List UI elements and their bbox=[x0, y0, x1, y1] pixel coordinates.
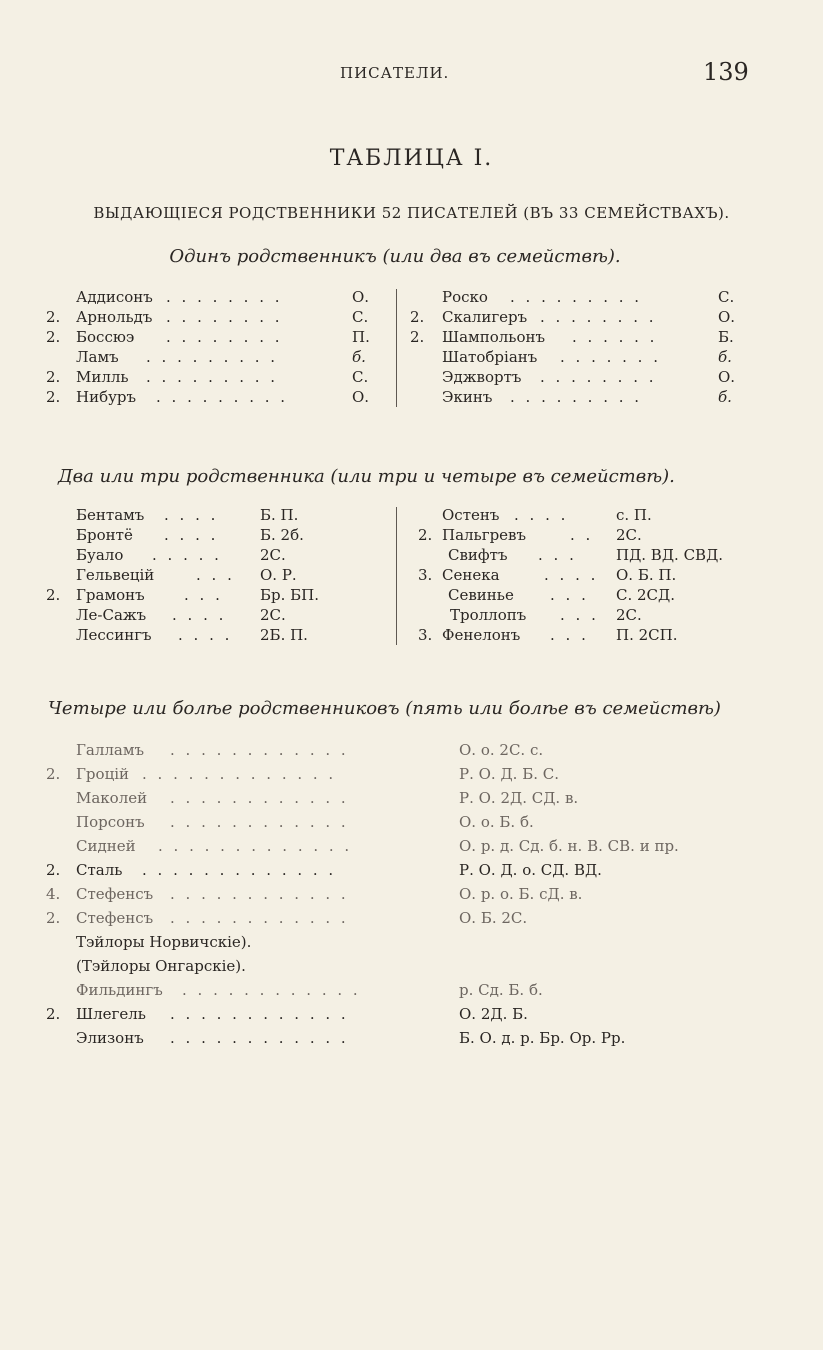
section-heading-two-three-relatives: Два или три родственника (или три и четыре въ семействѣ). bbox=[58, 466, 675, 487]
list-item: 3. Фенелонъ . . . П. 2СП. bbox=[418, 626, 678, 644]
list-item: Севинье . . . С. 2СД. bbox=[448, 586, 675, 604]
list-item: Аддисонъ . . . . . . . . О. bbox=[76, 288, 370, 306]
list-item: 2. Нибуръ . . . . . . . . . О. bbox=[46, 388, 370, 406]
list-item: Лессингъ . . . . 2Б. П. bbox=[76, 626, 308, 644]
table-caption: ВЫДАЮЩІЕСЯ РОДСТВЕННИКИ 52 ПИСАТЕЛЕЙ (ВЪ 33 СЕМЕЙСТВАХЪ). bbox=[93, 204, 730, 222]
list-item: Роско . . . . . . . . . С. bbox=[442, 288, 735, 306]
list-item: Троллопъ . . . 2С. bbox=[450, 606, 642, 624]
list-item: 2. Стефенсъ . . . . . . . . . . . . О. Б. 2С. bbox=[46, 909, 528, 927]
running-title: ПИСАТЕЛИ. bbox=[340, 64, 450, 82]
list-item: 3. Сенека . . . . О. Б. П. bbox=[418, 566, 677, 584]
list-item: 2. Шампольонъ . . . . . . Б. bbox=[410, 328, 734, 346]
list-item: Бронтё . . . . Б. 2б. bbox=[76, 526, 304, 544]
list-item: (Тэйлоры Онгарскіе). bbox=[76, 957, 246, 975]
list-item: Фильдингъ . . . . . . . . . . . . р. Сд. Б. б. bbox=[76, 981, 543, 999]
list-item: Ле-Сажъ . . . . 2С. bbox=[76, 606, 286, 624]
list-item: 2. Пальгревъ . . 2С. bbox=[418, 526, 642, 544]
list-item: Тэйлоры Норвичскіе). bbox=[76, 933, 252, 951]
list-item: Порсонъ . . . . . . . . . . . . О. о. Б. б. bbox=[76, 813, 534, 831]
list-item: 2. Гроцій . . . . . . . . . . . . . Р. О. Д. Б. С. bbox=[46, 765, 559, 783]
list-item: Галламъ . . . . . . . . . . . . О. о. 2С. с. bbox=[76, 741, 544, 759]
list-item: Элизонъ . . . . . . . . . . . . Б. О. д. р. Бр. Ор. Рр. bbox=[76, 1029, 626, 1047]
list-item: 2. Сталь . . . . . . . . . . . . . Р. О. Д. о. СД. ВД. bbox=[46, 861, 602, 879]
column-divider bbox=[396, 289, 397, 407]
list-item: 2. Боссюэ . . . . . . . . П. bbox=[46, 328, 370, 346]
list-item: Остенъ . . . . с. П. bbox=[442, 506, 652, 524]
list-item: 2. Грамонъ . . . Бр. БП. bbox=[46, 586, 320, 604]
section-heading-four-or-more-relatives: Четыре или болѣе родственниковъ (пять или болѣе въ семействѣ) bbox=[48, 698, 721, 719]
list-item: 4. Стефенсъ . . . . . . . . . . . . О. р. о. Б. сД. в. bbox=[46, 885, 583, 903]
section-heading-one-relative: Одинъ родственникъ (или два въ семействѣ). bbox=[169, 246, 621, 267]
list-item: Свифтъ . . . ПД. ВД. СВД. bbox=[448, 546, 724, 564]
list-item: 2. Арнольдъ . . . . . . . . С. bbox=[46, 308, 369, 326]
section-one-left-column bbox=[46, 287, 386, 407]
list-item: 2. Скалигеръ . . . . . . . . О. bbox=[410, 308, 736, 326]
section-two-left-column bbox=[46, 505, 386, 645]
list-item: Маколей . . . . . . . . . . . . Р. О. 2Д. СД. в. bbox=[76, 789, 579, 807]
list-item: Экинъ . . . . . . . . . б. bbox=[442, 388, 732, 406]
list-item: Шатобріанъ . . . . . . . б. bbox=[442, 348, 732, 366]
list-item: Бентамъ . . . . Б. П. bbox=[76, 506, 299, 524]
list-item: Буало . . . . . 2С. bbox=[76, 546, 286, 564]
section-one-right-column bbox=[410, 287, 750, 407]
list-item: Сидней . . . . . . . . . . . . . О. р. д. Сд. б. н. В. СВ. и пр. bbox=[76, 837, 679, 855]
page-number: 139 bbox=[703, 58, 749, 86]
list-item: Гельвецій . . . О. Р. bbox=[76, 566, 297, 584]
section-four-list bbox=[46, 738, 766, 1050]
list-item: Ламъ . . . . . . . . . б. bbox=[76, 348, 366, 366]
column-divider bbox=[396, 507, 397, 645]
section-two-right-column bbox=[418, 505, 778, 645]
list-item: Эджвортъ . . . . . . . . О. bbox=[442, 368, 736, 386]
list-item: 2. Милль . . . . . . . . . С. bbox=[46, 368, 369, 386]
table-title: ТАБЛИЦА I. bbox=[329, 146, 494, 171]
list-item: 2. Шлегель . . . . . . . . . . . . О. 2Д. Б. bbox=[46, 1005, 528, 1023]
